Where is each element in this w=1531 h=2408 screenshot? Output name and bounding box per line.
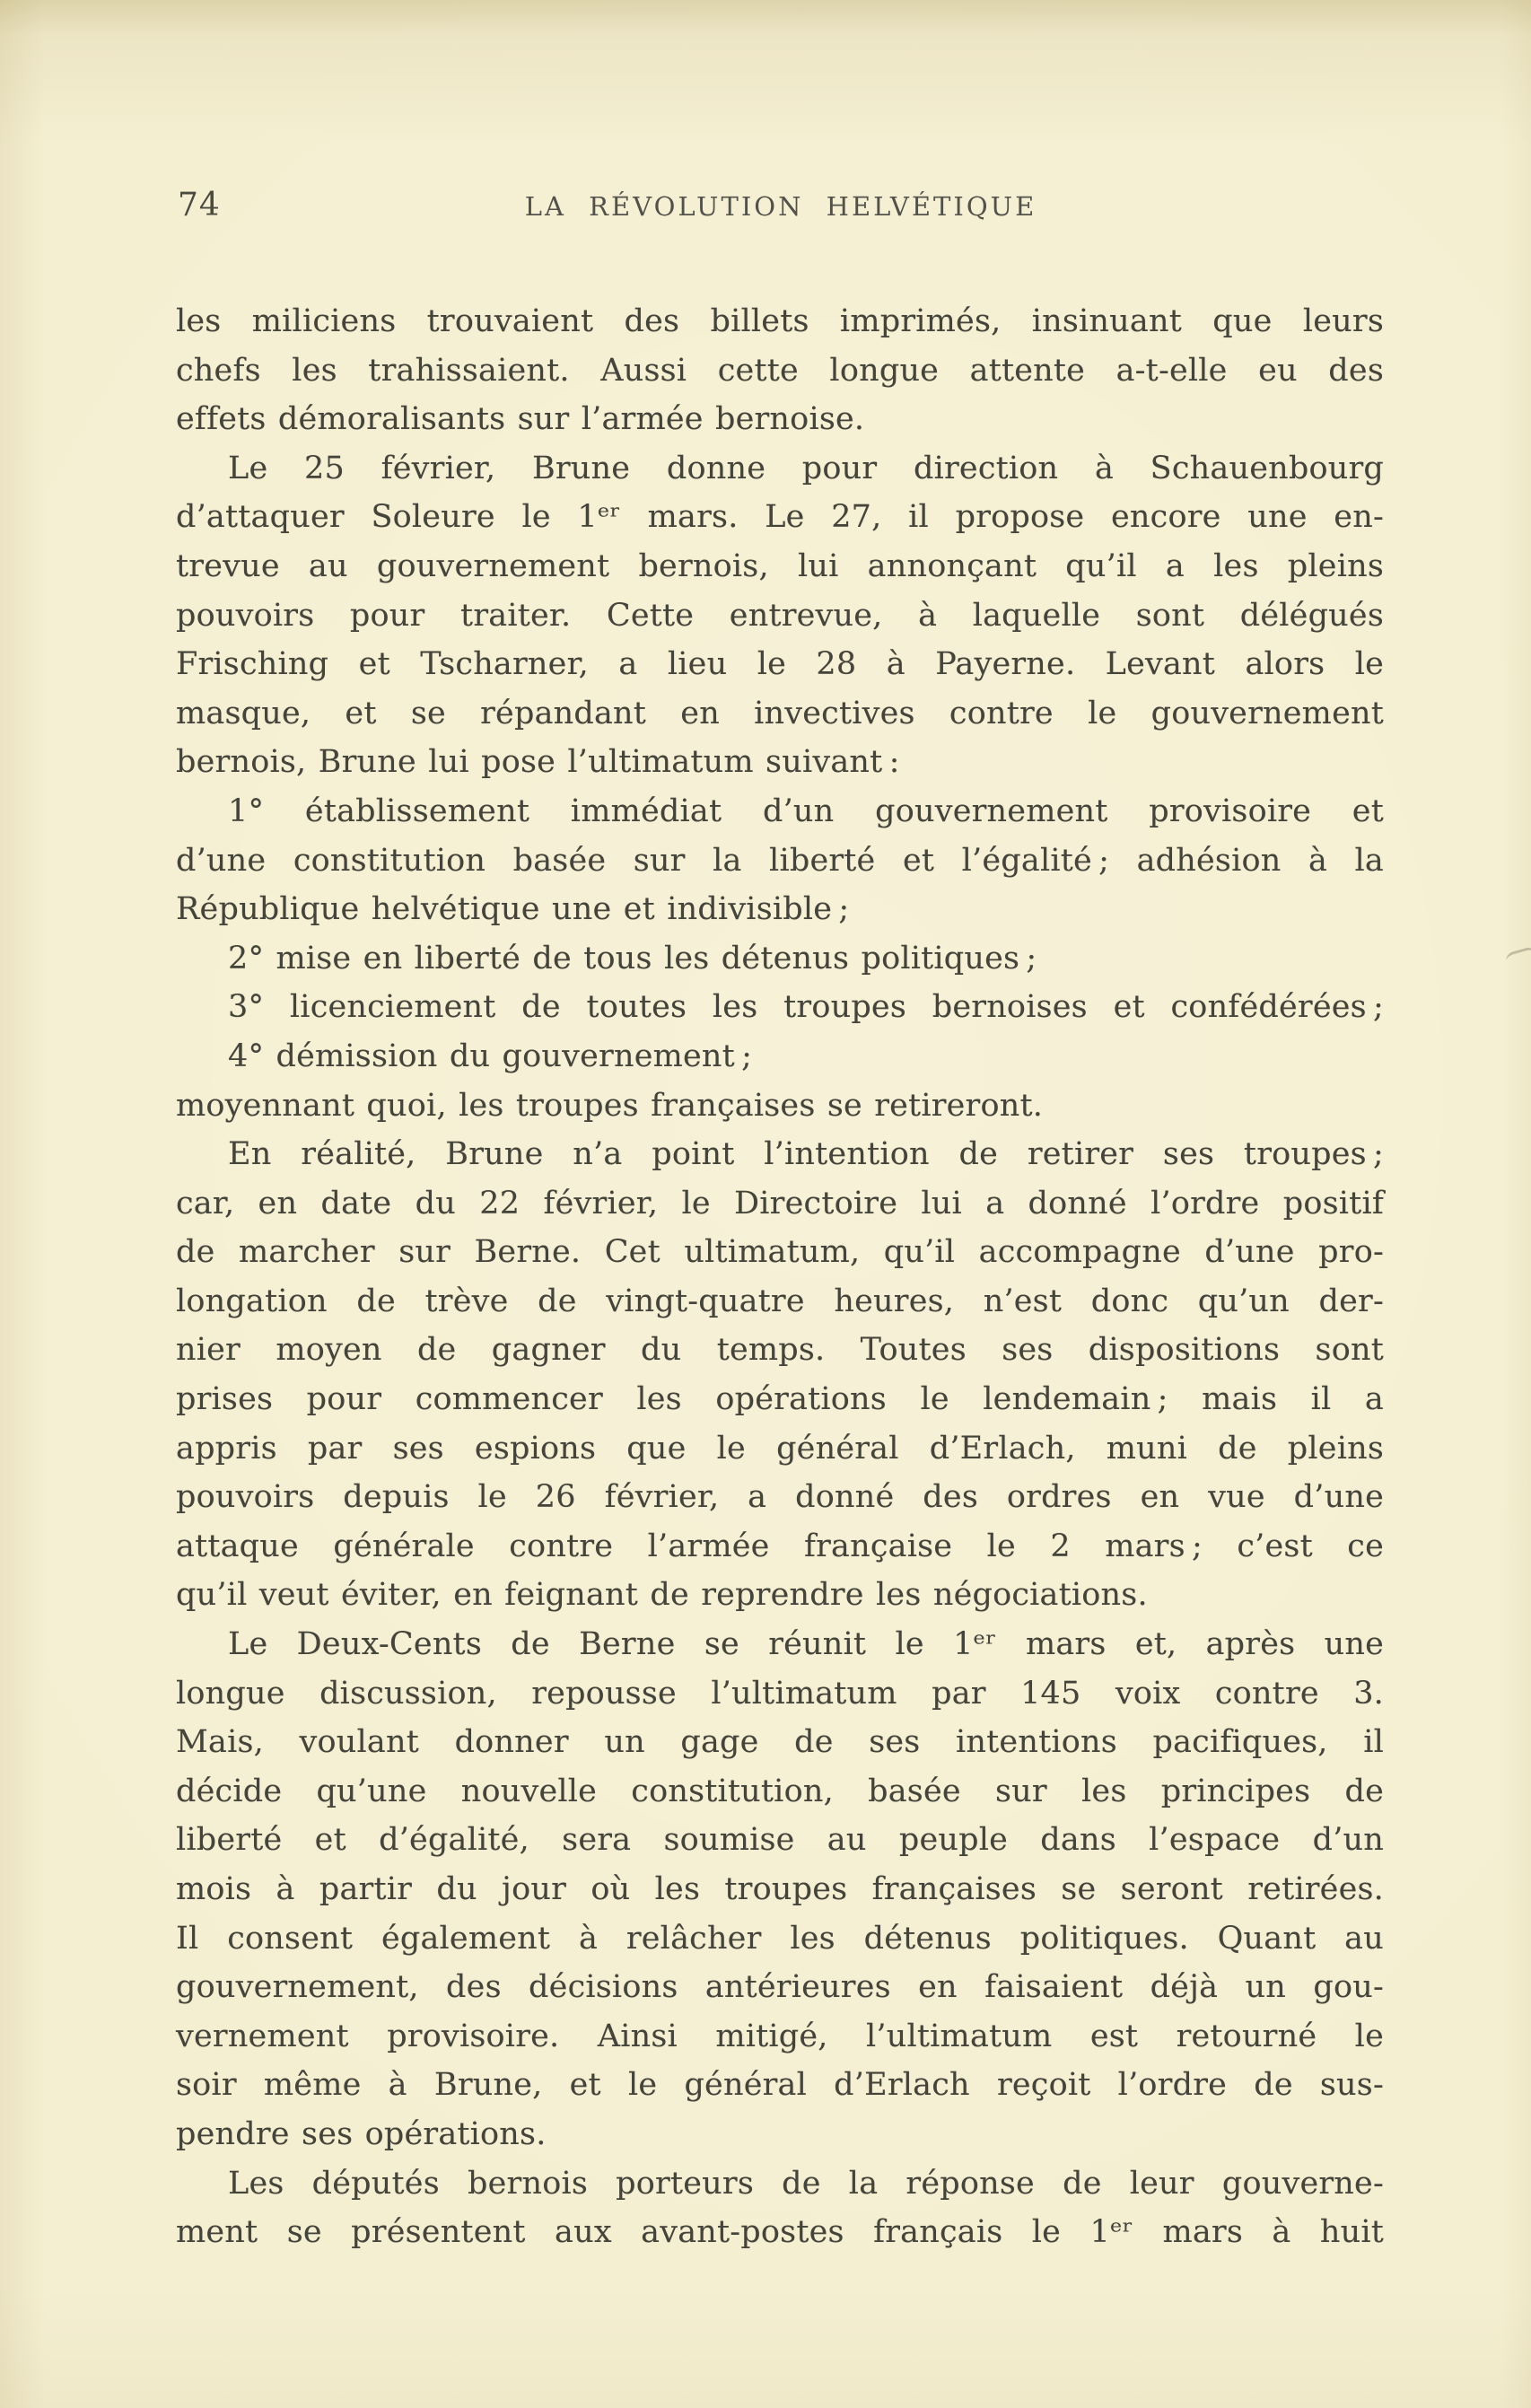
- text-line: Mais, voulant donner un gage de ses intentions pacifiques, il: [176, 1724, 1384, 1761]
- text-line: chefs les trahissaient. Aussi cette longue attente a-t-elle eu des: [176, 352, 1384, 389]
- text-line: En réalité, Brune n’a point l’intention de retirer ses troupes ;: [228, 1136, 1384, 1173]
- text-line: pouvoirs depuis le 26 février, a donné des ordres en vue d’une: [176, 1479, 1384, 1516]
- text-line: Les députés bernois porteurs de la réponse de leur gouverne-: [228, 2165, 1384, 2202]
- text-line: longue discussion, repousse l’ultimatum par 145 voix contre 3.: [176, 1675, 1384, 1712]
- text-line: trevue au gouvernement bernois, lui annonçant qu’il a les pleins: [176, 547, 1384, 584]
- text-line: moyennant quoi, les troupes françaises se retireront.: [176, 1087, 1044, 1124]
- text-line: décide qu’une nouvelle constitution, basée sur les principes de: [176, 1773, 1384, 1809]
- text-line: d’attaquer Soleure le 1ᵉʳ mars. Le 27, il propose encore une en-: [176, 499, 1384, 536]
- text-line: attaque générale contre l’armée française le 2 mars ; c’est ce: [176, 1528, 1384, 1564]
- text-line: 4° démission du gouvernement ;: [228, 1038, 753, 1074]
- text-line: nier moyen de gagner du temps. Toutes ses dispositions sont: [176, 1332, 1384, 1369]
- text-line: effets démoralisants sur l’armée bernoise.: [176, 401, 865, 438]
- text-line: prises pour commencer les opérations le lendemain ; mais il a: [176, 1381, 1384, 1418]
- text-line: Le Deux-Cents de Berne se réunit le 1ᵉʳ mars et, après une: [228, 1626, 1384, 1663]
- page-number: 74: [178, 187, 221, 223]
- text-line: pendre ses opérations.: [176, 2115, 547, 2152]
- body-text-block: [176, 297, 1384, 2257]
- text-line: mois à partir du jour où les troupes françaises se seront retirées.: [176, 1871, 1384, 1907]
- text-line: masque, et se répandant en invectives contre le gouvernement: [176, 695, 1384, 731]
- text-line: ment se présentent aux avant-postes français le 1ᵉʳ mars à huit: [176, 2214, 1384, 2251]
- text-line: vernement provisoire. Ainsi mitigé, l’ultimatum est retourné le: [176, 2018, 1384, 2054]
- text-line: appris par ses espions que le général d’Erlach, muni de pleins: [176, 1430, 1384, 1467]
- text-line: Frisching et Tscharner, a lieu le 28 à Payerne. Levant alors le: [176, 646, 1384, 683]
- text-line: car, en date du 22 février, le Directoire lui a donné l’ordre positif: [176, 1185, 1384, 1222]
- text-line: bernois, Brune lui pose l’ultimatum suivant :: [176, 744, 900, 781]
- text-line: liberté et d’égalité, sera soumise au peuple dans l’espace d’un: [176, 1822, 1384, 1859]
- text-line: les miliciens trouvaient des billets imprimés, insinuant que leurs: [176, 303, 1384, 339]
- scan-edge-smudge: [1504, 946, 1531, 969]
- text-line: longation de trève de vingt-quatre heures, n’est donc qu’un der-: [176, 1283, 1384, 1319]
- text-line: d’une constitution basée sur la liberté et l’égalité ; adhésion à la: [176, 842, 1384, 879]
- text-line: pouvoirs pour traiter. Cette entrevue, à laquelle sont délégués: [176, 597, 1384, 634]
- text-line: République helvétique une et indivisible ;: [176, 891, 850, 928]
- text-line: 1° établissement immédiat d’un gouvernement provisoire et: [228, 792, 1384, 829]
- text-line: Le 25 février, Brune donne pour direction à Schauenbourg: [228, 450, 1384, 486]
- text-line: de marcher sur Berne. Cet ultimatum, qu’il accompagne d’une pro-: [176, 1234, 1384, 1271]
- running-title: LA RÉVOLUTION HELVÉTIQUE: [524, 191, 1037, 222]
- text-line: qu’il veut éviter, en feignant de reprendre les négociations.: [176, 1577, 1148, 1614]
- text-line: soir même à Brune, et le général d’Erlach reçoit l’ordre de sus-: [176, 2067, 1384, 2104]
- text-line: Il consent également à relâcher les détenus politiques. Quant au: [176, 1920, 1384, 1957]
- text-line: 3° licenciement de toutes les troupes bernoises et confédérées ;: [228, 989, 1384, 1026]
- running-head: [176, 185, 1386, 232]
- text-line: 2° mise en liberté de tous les détenus politiques ;: [228, 940, 1037, 976]
- text-line: gouvernement, des décisions antérieures en faisaient déjà un gou-: [176, 1969, 1384, 2006]
